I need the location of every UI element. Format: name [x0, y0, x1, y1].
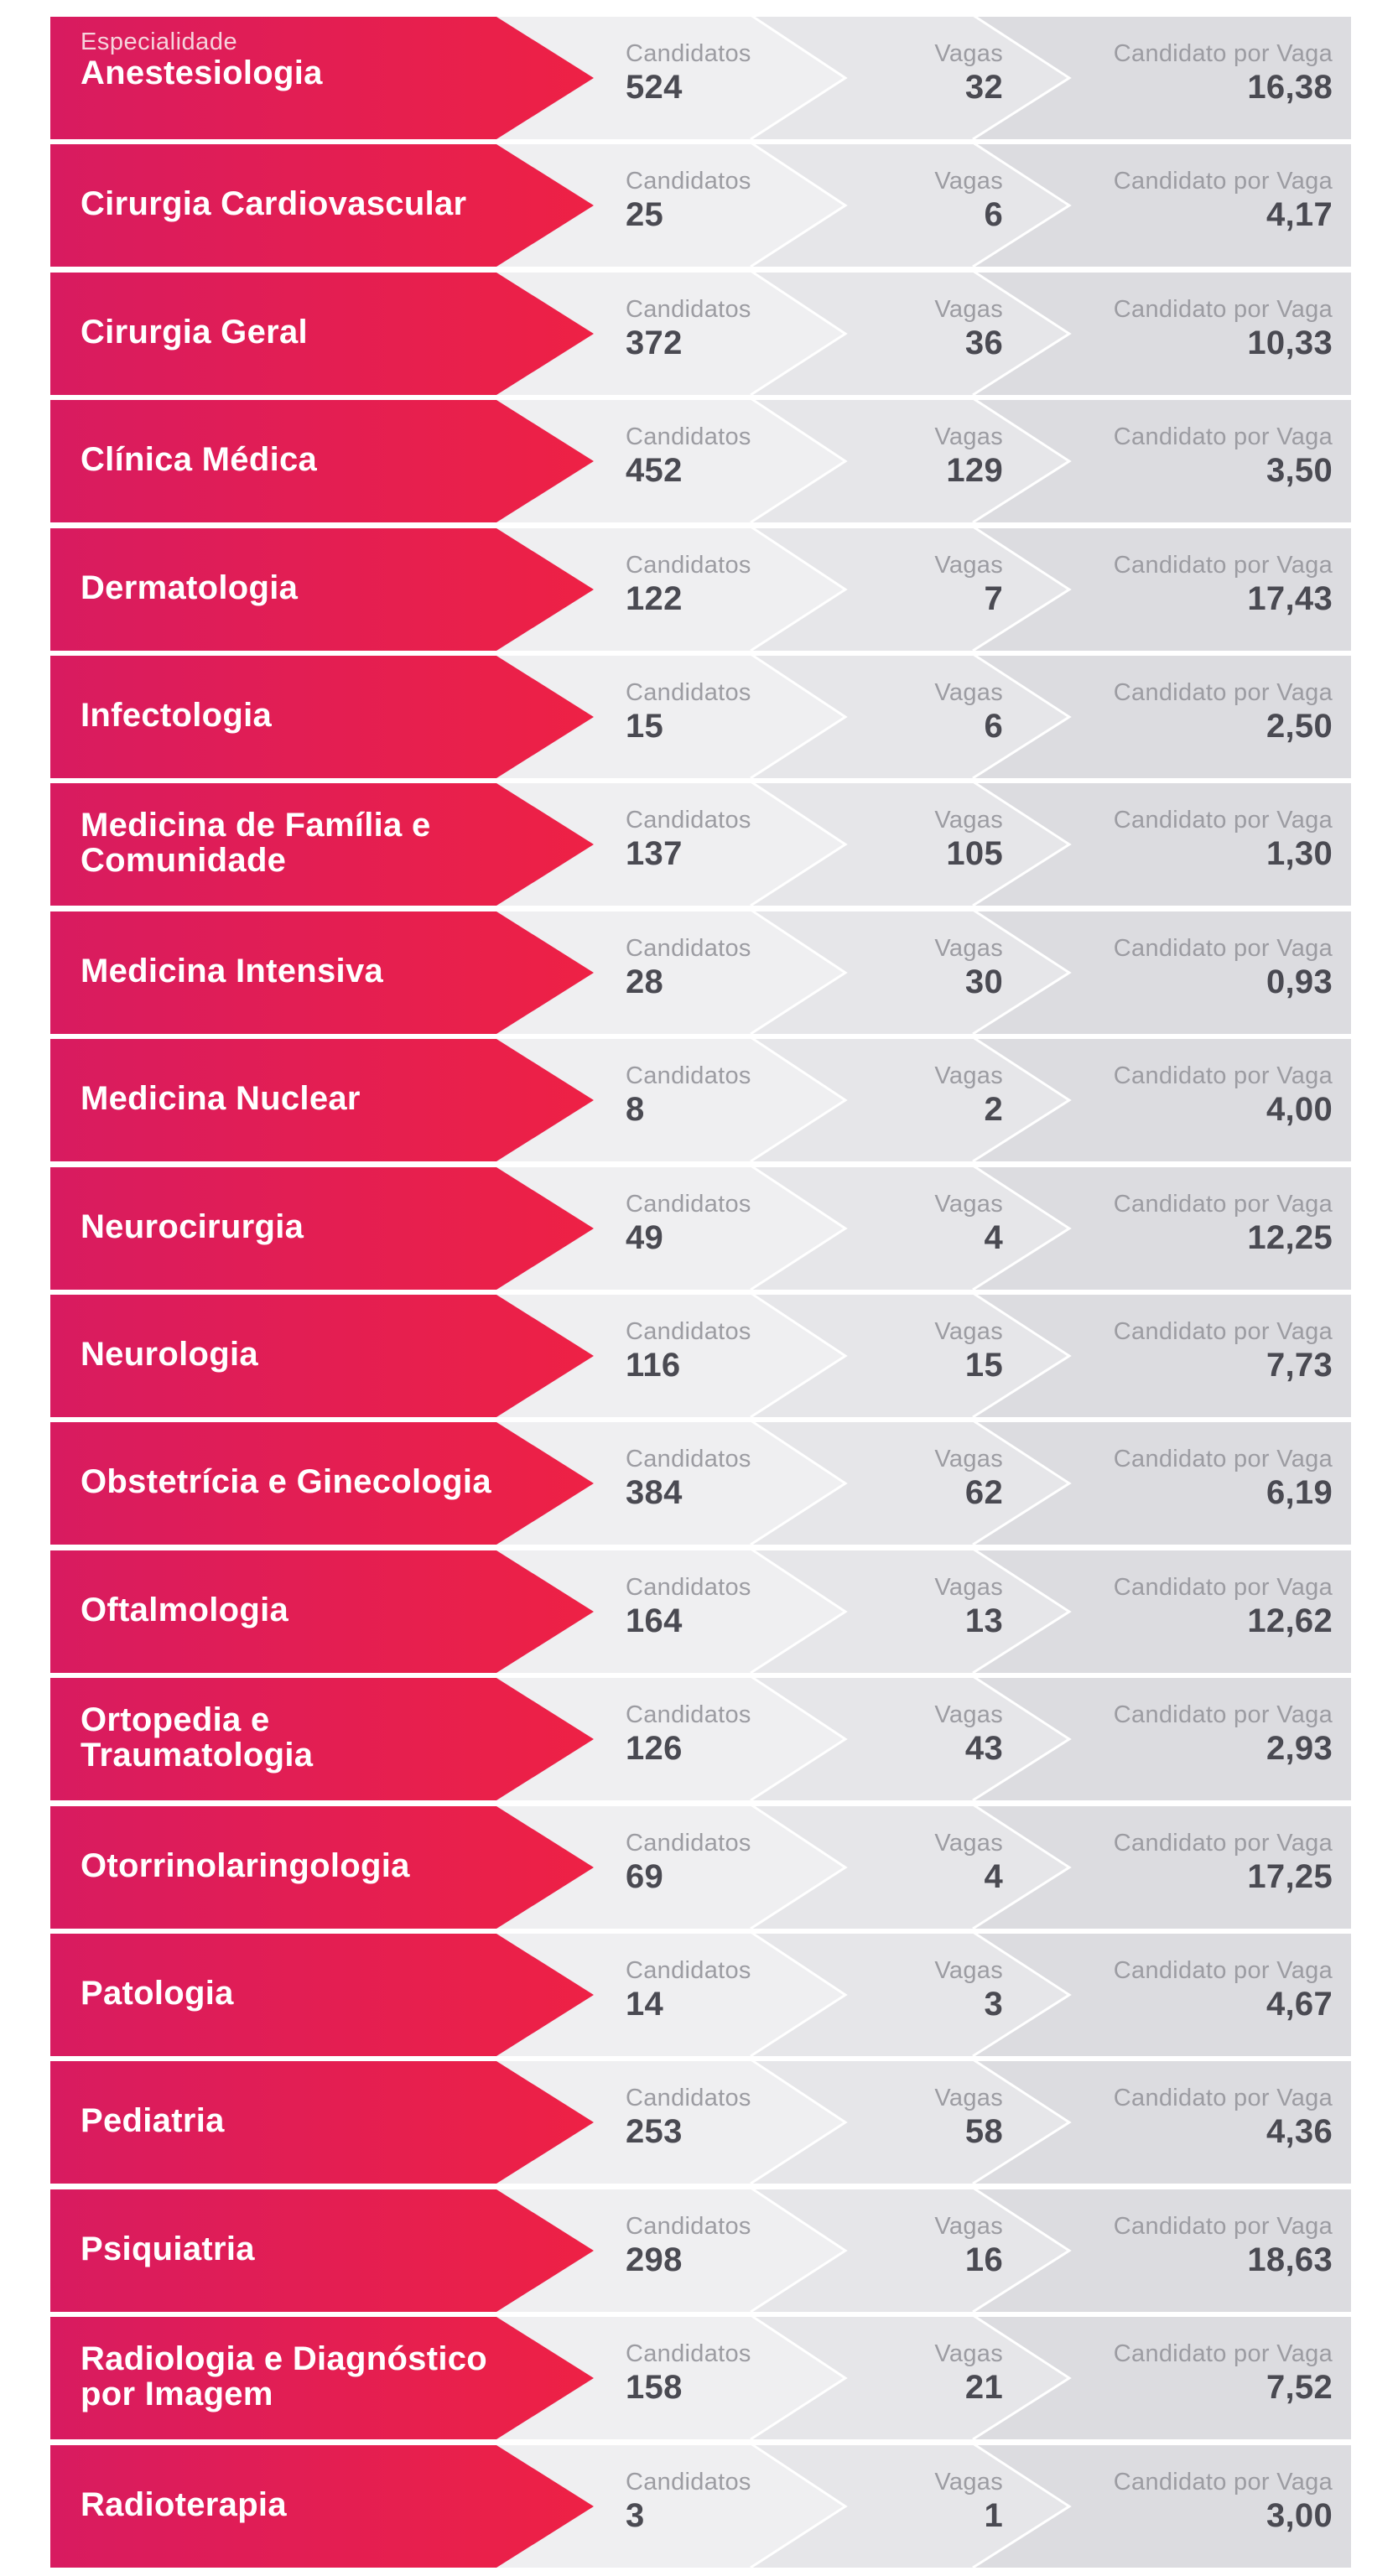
ratio-label: Candidato por Vaga: [1113, 2085, 1333, 2111]
specialty-name: Medicina Intensiva: [81, 953, 384, 989]
vacancies-label: Vagas: [934, 296, 1003, 323]
specialty-name: Clínica Médica: [81, 441, 318, 478]
candidates-label: Candidatos: [626, 2213, 751, 2240]
ratio-value: 16,38: [1247, 69, 1333, 106]
table-row: [50, 2442, 1351, 2568]
vacancies-value: 32: [964, 69, 1003, 106]
specialty-cell: [81, 2186, 584, 2312]
table-row: [50, 141, 1351, 267]
ratio-value: 4,67: [1265, 1986, 1333, 2023]
vacancies-value: 13: [964, 1602, 1003, 1639]
table-row: [50, 1803, 1351, 1929]
ratio-value: 17,43: [1247, 580, 1333, 617]
vacancies-value: 21: [964, 2369, 1003, 2406]
vacancies-value: 58: [964, 2113, 1003, 2150]
table-row: [50, 1547, 1351, 1673]
candidates-label: Candidatos: [626, 1957, 751, 1984]
candidates-label: Candidatos: [626, 2340, 751, 2367]
table-row: [50, 1675, 1351, 1800]
ratio-value: 10,33: [1247, 325, 1333, 361]
candidates-label: Candidatos: [626, 807, 751, 834]
candidates-value: 49: [626, 1219, 664, 1256]
specialty-name-line: Ortopedia e: [81, 1701, 270, 1738]
specialty-cell: [81, 652, 584, 778]
candidates-value: 25: [626, 196, 664, 233]
vacancies-label: Vagas: [934, 2213, 1003, 2240]
specialty-name: Cirurgia Geral: [81, 314, 308, 351]
vacancies-label: Vagas: [934, 1957, 1003, 1984]
table-row: [50, 1036, 1351, 1161]
vacancies-label: Vagas: [934, 1318, 1003, 1345]
specialty-cell: [81, 1164, 584, 1290]
vacancies-label: Vagas: [934, 1062, 1003, 1089]
ratio-value: 6,19: [1265, 1474, 1333, 1511]
candidates-value: 158: [626, 2369, 683, 2406]
candidates-value: 126: [626, 1730, 683, 1767]
ratio-value: 4,36: [1265, 2113, 1333, 2150]
ratio-value: 7,73: [1265, 1347, 1333, 1384]
vacancies-label: Vagas: [934, 935, 1003, 962]
candidates-value: 3: [626, 2497, 645, 2534]
candidates-label: Candidatos: [626, 296, 751, 323]
ratio-label: Candidato por Vaga: [1113, 1574, 1333, 1601]
vacancies-label: Vagas: [934, 1701, 1003, 1728]
candidates-label: Candidatos: [626, 679, 751, 706]
ratio-label: Candidato por Vaga: [1113, 1957, 1333, 1984]
specialty-name-line: Traumatologia: [81, 1737, 314, 1774]
vacancies-label: Vagas: [934, 1574, 1003, 1601]
ratio-label: Candidato por Vaga: [1113, 2340, 1333, 2367]
specialty-cell: [81, 2314, 584, 2439]
table-row: [50, 1164, 1351, 1290]
candidates-value: 164: [626, 1602, 683, 1639]
table-row: [50, 652, 1351, 778]
vacancies-label: Vagas: [934, 2469, 1003, 2496]
table-row: [50, 1419, 1351, 1545]
candidates-value: 298: [626, 2241, 683, 2278]
ratio-label: Candidato por Vaga: [1113, 296, 1333, 323]
vacancies-value: 3: [984, 1986, 1003, 2023]
candidates-label: Candidatos: [626, 1574, 751, 1601]
vacancies-value: 7: [984, 580, 1003, 617]
vacancies-label: Vagas: [934, 1446, 1003, 1472]
table-row: [50, 1291, 1351, 1417]
specialty-cell: [81, 1930, 584, 2056]
vacancies-value: 30: [964, 963, 1003, 1000]
table-row: [50, 2058, 1351, 2184]
vacancies-label: Vagas: [934, 2340, 1003, 2367]
candidates-value: 524: [626, 69, 683, 106]
vacancies-value: 16: [964, 2241, 1003, 2278]
vacancies-label: Vagas: [934, 168, 1003, 195]
candidates-value: 28: [626, 963, 664, 1000]
candidates-value: 452: [626, 452, 683, 489]
vacancies-value: 4: [984, 1219, 1003, 1256]
ratio-label: Candidato por Vaga: [1113, 1701, 1333, 1728]
specialty-name: Medicina Nuclear: [81, 1080, 361, 1117]
candidates-label: Candidatos: [626, 552, 751, 579]
ratio-label: Candidato por Vaga: [1113, 552, 1333, 579]
ratio-label: Candidato por Vaga: [1113, 935, 1333, 962]
vacancies-label: Vagas: [934, 807, 1003, 834]
ratio-value: 0,93: [1265, 963, 1333, 1000]
specialty-cell: [81, 525, 584, 651]
vacancies-value: 43: [964, 1730, 1003, 1767]
specialty-name: Anestesiologia: [81, 55, 323, 91]
specialty-column-header: Especialidade: [81, 29, 238, 55]
vacancies-value: 1: [984, 2497, 1003, 2534]
specialty-cell: [81, 2058, 584, 2184]
vacancies-value: 105: [946, 835, 1003, 872]
specialty-cell: [81, 1675, 584, 1800]
candidates-value: 372: [626, 325, 683, 361]
specialty-name-line: Comunidade: [81, 842, 287, 879]
table-row: [50, 1930, 1351, 2056]
candidates-value: 116: [626, 1347, 681, 1384]
table-row: [50, 2186, 1351, 2312]
candidates-value: 14: [626, 1986, 664, 2023]
vacancies-label: Vagas: [934, 2085, 1003, 2111]
vacancies-value: 4: [984, 1858, 1003, 1895]
candidates-label: Candidatos: [626, 1701, 751, 1728]
candidates-label: Candidatos: [626, 168, 751, 195]
specialty-name-line: Radiologia e Diagnóstico: [81, 2340, 488, 2377]
table-row: [50, 13, 1351, 139]
specialty-cell: [81, 780, 584, 906]
specialty-name: Radioterapia: [81, 2486, 287, 2523]
specialty-name-line: por Imagem: [81, 2376, 273, 2412]
candidates-value: 69: [626, 1858, 664, 1895]
specialty-name: Cirurgia Cardiovascular: [81, 185, 467, 222]
specialty-cell: [81, 141, 584, 267]
specialty-cell: [81, 397, 584, 522]
ratio-label: Candidato por Vaga: [1113, 423, 1333, 450]
specialty-name: Neurologia: [81, 1336, 258, 1373]
ratio-label: Candidato por Vaga: [1113, 40, 1333, 67]
vacancies-value: 129: [946, 452, 1003, 489]
ratio-value: 7,52: [1265, 2369, 1333, 2406]
ratio-label: Candidato por Vaga: [1113, 168, 1333, 195]
ratio-value: 3,00: [1265, 2497, 1333, 2534]
specialty-cell: [81, 1036, 584, 1161]
ratio-value: 2,50: [1265, 708, 1333, 745]
vacancies-value: 62: [964, 1474, 1003, 1511]
ratio-label: Candidato por Vaga: [1113, 807, 1333, 834]
candidates-value: 122: [626, 580, 683, 617]
candidates-label: Candidatos: [626, 1830, 751, 1857]
ratio-label: Candidato por Vaga: [1113, 1830, 1333, 1857]
specialty-name: Psiquiatria: [81, 2231, 255, 2267]
specialty-cell: [81, 1291, 584, 1417]
table-row: [50, 269, 1351, 395]
vacancies-label: Vagas: [934, 1191, 1003, 1218]
candidates-value: 15: [626, 708, 664, 745]
specialty-cell: [81, 269, 584, 395]
specialty-name: Neurocirurgia: [81, 1208, 304, 1245]
candidates-label: Candidatos: [626, 2085, 751, 2111]
specialty-name: Oftalmologia: [81, 1592, 289, 1628]
ratio-value: 4,17: [1265, 196, 1333, 233]
table-row: [50, 525, 1351, 651]
candidates-label: Candidatos: [626, 1318, 751, 1345]
candidates-label: Candidatos: [626, 1191, 751, 1218]
specialty-name: Otorrinolaringologia: [81, 1847, 410, 1884]
vacancies-value: 15: [964, 1347, 1003, 1384]
specialty-name: Obstetrícia e Ginecologia: [81, 1463, 491, 1500]
candidates-label: Candidatos: [626, 2469, 751, 2496]
specialty-name: Pediatria: [81, 2102, 225, 2139]
specialty-cell: [81, 908, 584, 1034]
vacancies-value: 2: [984, 1091, 1003, 1128]
candidates-label: Candidatos: [626, 935, 751, 962]
ratio-value: 4,00: [1265, 1091, 1333, 1128]
table-row: [50, 780, 1351, 906]
ratio-label: Candidato por Vaga: [1113, 679, 1333, 706]
ratio-label: Candidato por Vaga: [1113, 2469, 1333, 2496]
candidates-label: Candidatos: [626, 1062, 751, 1089]
specialty-cell: [81, 1419, 584, 1545]
ratio-value: 12,25: [1247, 1219, 1333, 1256]
candidates-value: 137: [626, 835, 683, 872]
specialty-name: Dermatologia: [81, 569, 299, 606]
specialty-cell: [81, 13, 584, 139]
specialty-name-line: Medicina de Família e: [81, 807, 431, 844]
vacancies-value: 6: [984, 708, 1003, 745]
candidates-label: Candidatos: [626, 423, 751, 450]
vacancies-value: 6: [984, 196, 1003, 233]
vacancies-label: Vagas: [934, 552, 1003, 579]
ratio-value: 1,30: [1265, 835, 1333, 872]
specialty-cell: [81, 1803, 584, 1929]
ratio-value: 2,93: [1265, 1730, 1333, 1767]
vacancies-label: Vagas: [934, 423, 1003, 450]
specialty-cell: [81, 1547, 584, 1673]
ratio-value: 17,25: [1247, 1858, 1333, 1895]
table-row: [50, 2314, 1351, 2439]
vacancies-label: Vagas: [934, 40, 1003, 67]
ratio-label: Candidato por Vaga: [1113, 1446, 1333, 1472]
ratio-value: 12,62: [1247, 1602, 1333, 1639]
table-row: [50, 397, 1351, 522]
ratio-label: Candidato por Vaga: [1113, 2213, 1333, 2240]
candidates-label: Candidatos: [626, 1446, 751, 1472]
specialty-name: Patologia: [81, 1975, 234, 2012]
candidates-label: Candidatos: [626, 40, 751, 67]
ratio-value: 18,63: [1247, 2241, 1333, 2278]
vacancies-value: 36: [964, 325, 1003, 361]
ratio-label: Candidato por Vaga: [1113, 1062, 1333, 1089]
candidates-value: 384: [626, 1474, 683, 1511]
candidates-value: 253: [626, 2113, 683, 2150]
specialty-cell: [81, 2442, 584, 2568]
ratio-label: Candidato por Vaga: [1113, 1191, 1333, 1218]
vacancies-label: Vagas: [934, 679, 1003, 706]
candidates-value: 8: [626, 1091, 645, 1128]
table-row: [50, 908, 1351, 1034]
specialty-name: Infectologia: [81, 697, 273, 734]
ratio-label: Candidato por Vaga: [1113, 1318, 1333, 1345]
ratio-value: 3,50: [1265, 452, 1333, 489]
vacancies-label: Vagas: [934, 1830, 1003, 1857]
